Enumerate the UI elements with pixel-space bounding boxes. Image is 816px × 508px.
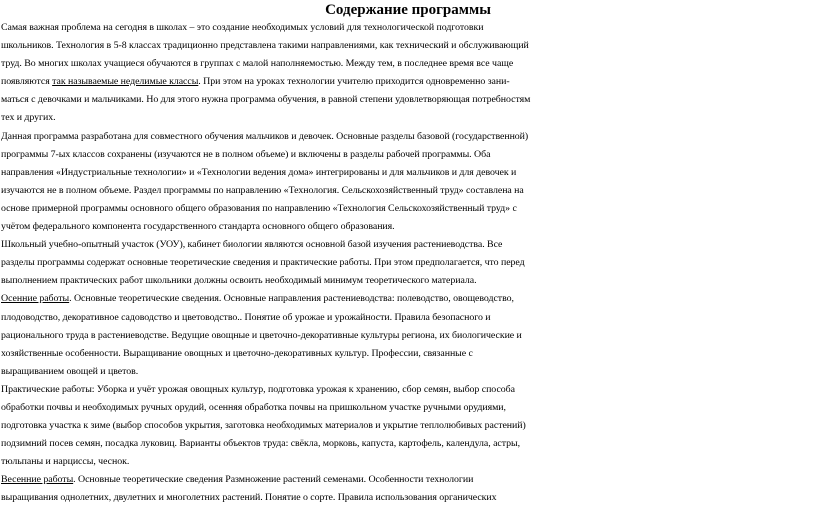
text-line xyxy=(0,471,816,489)
text-line xyxy=(0,182,816,200)
line-text: появляются xyxy=(1,76,53,88)
underlined-text: так называемые неделимые классы xyxy=(52,76,199,88)
text-line xyxy=(0,345,816,363)
line-text: . При этом на уроках технологии учителю приходится одновременно зани- xyxy=(198,76,510,88)
line-text: Данная программа разработана для совместного обучения мальчиков и девочек. Основные разделы базовой (государственной) xyxy=(1,130,529,142)
line-text: подготовка участка к зиме (выбор способов укрытия, заготовка необходимых материалов и укрытие теплолюбивых растений) xyxy=(1,420,526,432)
line-text: разделы программы содержат основные теоретические сведения и практические работы. При этом предполагается, что перед xyxy=(1,257,525,269)
text-line xyxy=(0,37,816,55)
line-text: изучаются не в полном объеме. Раздел программы по направлению «Технология. Сельскохозяйственный труд» составлена на xyxy=(1,184,524,196)
text-line xyxy=(0,19,816,37)
line-text: подзимний посев семян, посадка луковиц. Варианты объектов труда: свёкла, морковь, капуста, картофель, календула, астры, xyxy=(1,438,521,450)
text-line xyxy=(0,128,816,146)
text-line xyxy=(0,381,816,399)
text-line xyxy=(0,91,816,109)
line-text: . Основные теоретические сведения Размножение растений семенами. Особенности технологии xyxy=(73,474,474,486)
line-text: хозяйственные особенности. Выращивание овощных и цветочно-декоративных культур. Профессии, связанные с xyxy=(1,347,473,359)
line-text: выращивания однолетних, двулетних и многолетних растений. Понятие о сорте. Правила использования органических xyxy=(1,492,497,504)
text-line xyxy=(0,453,816,471)
text-line xyxy=(0,272,816,290)
text-line xyxy=(0,399,816,417)
text-line xyxy=(0,146,816,164)
text-line xyxy=(0,200,816,218)
line-text: плодоводство, декоративное садоводство и цветоводство.. Понятие об урожае и урожайности. Правила безопасного и xyxy=(1,311,491,323)
text-line xyxy=(0,290,816,308)
line-text: рационального труда в растениеводстве. Ведущие овощные и цветочно-декоративные культуры региона, их биологические и xyxy=(1,329,522,341)
line-text: основе примерной программы основного общего образования по направлению «Технология Сельскохозяйственный труд» с xyxy=(1,202,517,214)
text-line xyxy=(0,254,816,272)
underlined-text: Весенние работы xyxy=(1,474,74,486)
text-line xyxy=(0,489,816,507)
document-body xyxy=(0,19,816,508)
text-line xyxy=(0,164,816,182)
line-text: обработки почвы и необходимых ручных орудий, осенняя обработка почвы на пришкольном участке ручными орудиями, xyxy=(1,401,506,413)
text-line xyxy=(0,236,816,254)
document-title: Содержание программы xyxy=(325,2,491,18)
line-text: Школьный учебно-опытный участок (УОУ), кабинет биологии являются основной базой изучения растениеводства. Все xyxy=(1,239,503,251)
line-text: труд. Во многих школах учащиеся обучаются в группах с малой наполняемостью. Между тем, в последнее время все чаще xyxy=(1,58,514,70)
line-text: тюльпаны и нарциссы, чеснок. xyxy=(1,456,130,468)
line-text: Самая важная проблема на сегодня в школах – это создание необходимых условий для технологической подготовки xyxy=(1,22,484,33)
line-text: выполнением практических работ школьники должны освоить необходимый минимум теоретического материала. xyxy=(1,275,477,287)
line-text: направления «Индустриальные технологии» и «Технологии ведения дома» интегрированы и для мальчиков и для девочек и xyxy=(1,166,517,178)
text-line xyxy=(0,417,816,435)
text-line xyxy=(0,435,816,453)
line-text: выращиванием овощей и цветов. xyxy=(1,365,139,377)
text-line xyxy=(0,363,816,381)
underlined-text: Осенние работы xyxy=(1,293,70,305)
text-line xyxy=(0,218,816,236)
line-text: программы 7-ых классов сохранены (изучаются не в полном объеме) и включены в разделы рабочей программы. Оба xyxy=(1,148,491,160)
text-line xyxy=(0,55,816,73)
line-text: школьников. Технология в 5-8 классах традиционно представлена такими направлениями, как технический и обслуживающий xyxy=(1,40,529,52)
line-text: маться с девочками и мальчиками. Но для этого нужна программа обучения, в равной степени удовлетворяющая потребностям xyxy=(1,94,531,106)
line-text: учётом федерального компонента государственного стандарта основного общего образования. xyxy=(1,221,395,233)
line-text: . Основные теоретические сведения. Основные направления растениеводства: полеводство, овощеводство, xyxy=(69,293,514,305)
text-line xyxy=(0,109,816,127)
line-text: Практические работы: Уборка и учёт урожая овощных культур, подготовка урожая к хранению, сбор семян, выбор способа xyxy=(1,383,515,395)
text-line xyxy=(0,73,816,91)
line-text: тех и других. xyxy=(1,112,56,124)
text-line xyxy=(0,327,816,345)
text-line xyxy=(0,309,816,327)
